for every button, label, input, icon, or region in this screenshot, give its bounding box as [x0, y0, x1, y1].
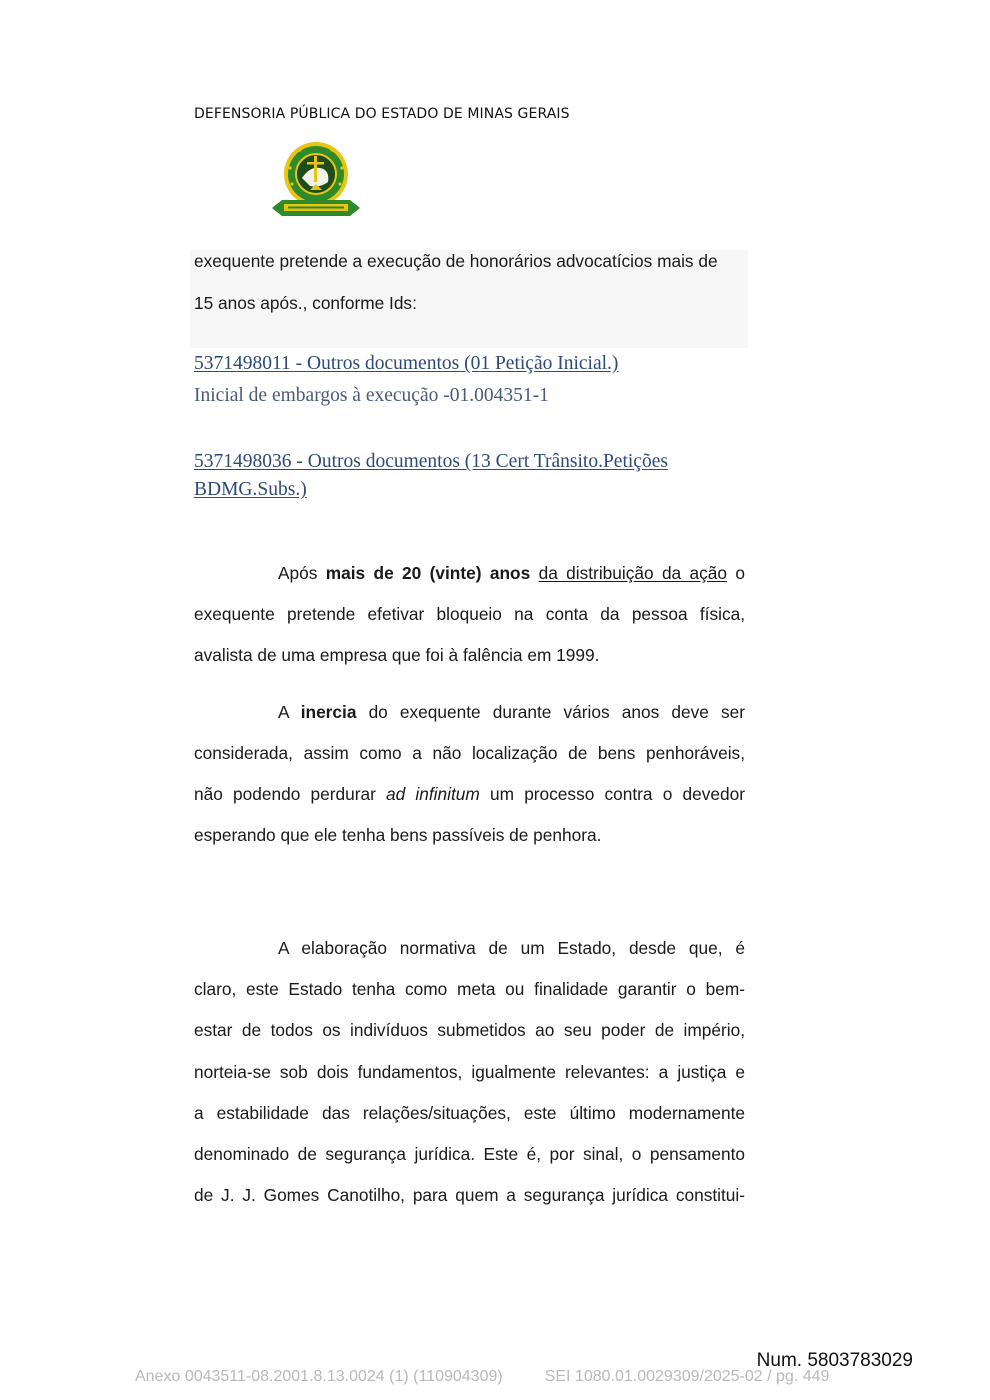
paragraph-1-line-1: Após mais de 20 (vinte) anos da distribuição da ação o: [278, 563, 745, 583]
footer-sei-reference: SEI 1080.01.0029309/2025-02 / pg. 449: [544, 1368, 830, 1385]
paragraph-3-line-7: de J. J. Gomes Canotilho, para quem a segurança jurídica constitui-: [194, 1185, 745, 1205]
paragraph-3-line-3: estar de todos os indivíduos submetidos ao seu poder de império,: [194, 1020, 745, 1040]
paragraph-3-line-1: A elaboração normativa de um Estado, desde que, é: [278, 938, 745, 958]
footer-annex-reference: Anexo 0043511-08.2001.8.13.0024 (1) (110904309): [135, 1368, 503, 1385]
shaded-text-line-2: 15 anos após., conforme Ids:: [194, 293, 417, 313]
document-number-stamp: Num. 5803783029: [756, 1350, 913, 1371]
paragraph-3-line-5: a estabilidade das relações/situações, este último modernamente: [194, 1103, 745, 1123]
paragraph-2-line-3: não podendo perdurar ad infinitum um processo contra o devedor: [194, 784, 745, 804]
paragraph-1-line-2: exequente pretende efetivar bloqueio na conta da pessoa física,: [194, 604, 745, 624]
paragraph-3-line-4: norteia-se sob dois fundamentos, igualmente relevantes: a justiça e: [194, 1062, 745, 1082]
shaded-text-line-1: exequente pretende a execução de honorários advocatícios mais de: [194, 251, 718, 271]
document-link-5371498036-line-1[interactable]: 5371498036 - Outros documentos (13 Cert Trânsito.Petições: [194, 451, 668, 472]
paragraph-3-line-6: denominado de segurança jurídica. Este é, por sinal, o pensamento: [194, 1144, 745, 1164]
paragraph-2-line-1: A inercia do exequente durante vários anos deve ser: [278, 702, 746, 722]
document-link-5371498011[interactable]: 5371498011 - Outros documentos (01 Petição Inicial.): [194, 353, 619, 374]
paragraph-3-line-2: claro, este Estado tenha como meta ou finalidade garantir o bem-: [194, 979, 745, 999]
page-footer: [135, 1368, 829, 1386]
defensoria-seal-icon: [270, 138, 362, 220]
paragraph-1-line-3: avalista de uma empresa que foi à falência em 1999.: [194, 645, 600, 665]
paragraph-2-line-4: esperando que ele tenha bens passíveis de penhora.: [194, 825, 602, 845]
page-header-title: DEFENSORIA PÚBLICA DO ESTADO DE MINAS GERAIS: [194, 106, 570, 122]
document-link-5371498036-line-2[interactable]: BDMG.Subs.): [194, 479, 307, 500]
document-note: Inicial de embargos à execução -01.004351-1: [194, 385, 549, 406]
paragraph-2-line-2: considerada, assim como a não localização de bens penhoráveis,: [194, 743, 745, 763]
